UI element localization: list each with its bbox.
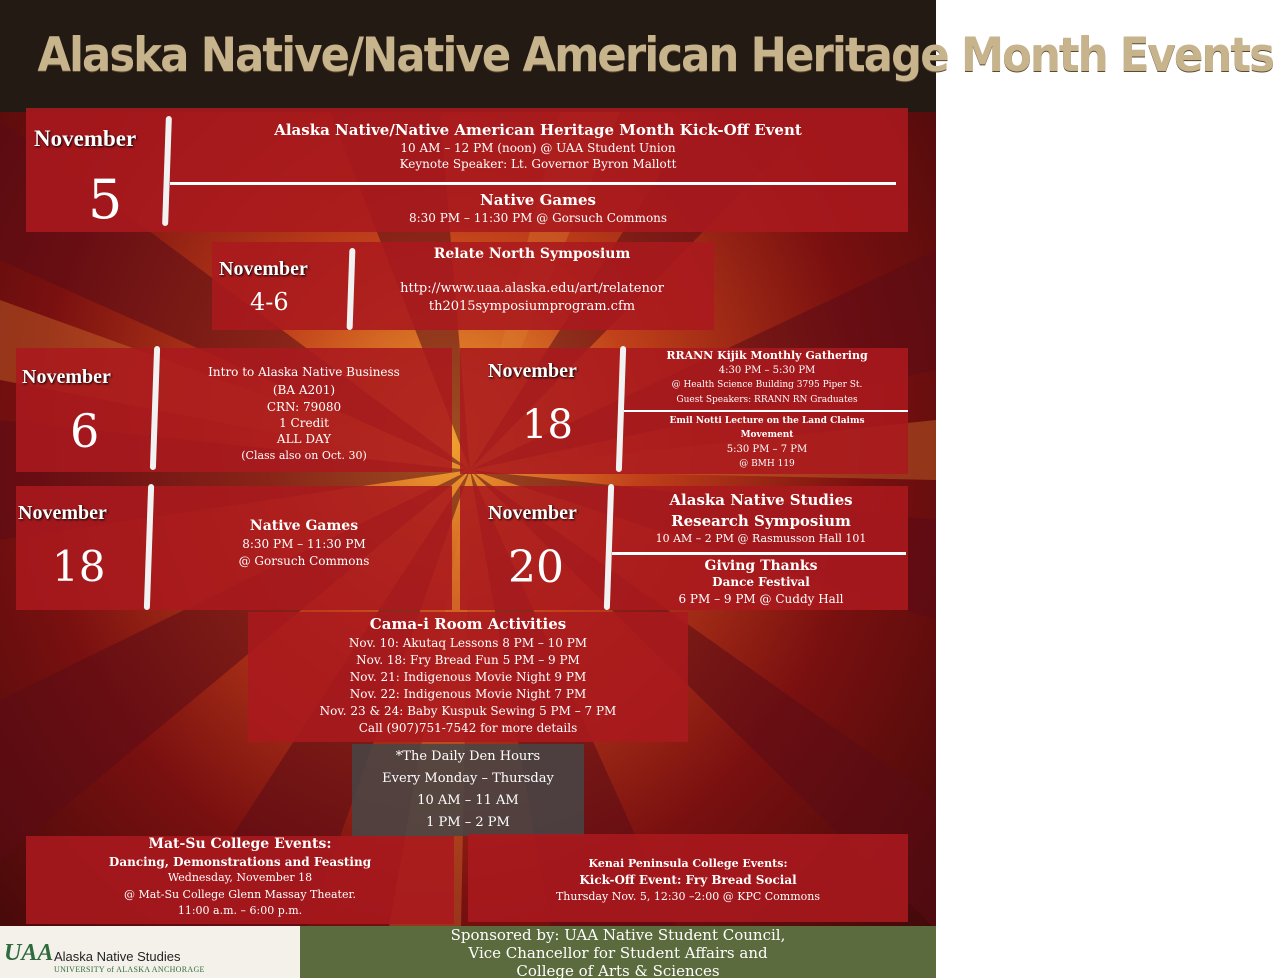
nov20-title1: Alaska Native Studies xyxy=(669,491,853,509)
kenai-line1: Thursday Nov. 5, 12:30 –2:00 @ KPC Commons xyxy=(555,890,821,903)
camai-line5: Nov. 23 & 24: Baby Kuspuk Sewing 5 PM – 7 PM xyxy=(319,704,617,718)
sponsor-line2: Vice Chancellor for Student Affairs and xyxy=(468,944,768,962)
page-title: Alaska Native/Native American Heritage Month Events xyxy=(37,28,1273,83)
nov4-6-url-line2[interactable]: th2015symposiumprogram.cfm xyxy=(428,299,636,314)
nov6-line5: ALL DAY xyxy=(276,432,332,446)
nov18a-day: 18 xyxy=(522,402,573,448)
nov18b-day: 18 xyxy=(52,542,106,591)
nov20-day: 20 xyxy=(508,542,564,593)
nov20-separator xyxy=(612,552,906,555)
department-name: Alaska Native Studies xyxy=(54,949,181,964)
camai-title: Cama-i Room Activities xyxy=(369,615,567,633)
nov18a-month: November xyxy=(488,360,577,382)
nov18b-title: Native Games xyxy=(249,518,359,534)
nov4-6-url-line1[interactable]: http://www.uaa.alaska.edu/art/relatenor xyxy=(400,281,664,296)
nov6-line1: Intro to Alaska Native Business xyxy=(208,365,400,379)
nov6-month: November xyxy=(22,366,111,388)
sponsor-text xyxy=(300,926,936,980)
den-line4: 1 PM – 2 PM xyxy=(426,815,510,830)
nov5-separator xyxy=(170,182,896,185)
nov5-event2-line1: 8:30 PM – 11:30 PM @ Gorsuch Commons xyxy=(408,211,668,225)
nov18a-lecture4: @ BMH 119 xyxy=(739,459,795,469)
nov20-giving1: Giving Thanks xyxy=(704,558,818,574)
camai-line1: Nov. 10: Akutaq Lessons 8 PM – 10 PM xyxy=(348,636,588,650)
nov20-line1: 10 AM – 2 PM @ Rasmusson Hall 101 xyxy=(655,532,867,545)
nov4-6-title: Relate North Symposium xyxy=(433,246,631,262)
nov5-event2-title: Native Games xyxy=(480,191,596,209)
nov18a-lecture2: Movement xyxy=(740,430,794,440)
camai-line3: Nov. 21: Indigenous Movie Night 9 PM xyxy=(349,670,587,684)
nov20-giving2: Dance Festival xyxy=(712,575,810,589)
sponsor-line3: College of Arts & Sciences xyxy=(516,962,720,980)
kenai-title: Kenai Peninsula College Events: xyxy=(588,857,788,870)
nov20-month: November xyxy=(488,502,577,524)
nov5-day: 5 xyxy=(88,168,123,231)
nov5-month: November xyxy=(34,126,137,151)
nov6-line4: 1 Credit xyxy=(279,416,329,430)
nov18a-lecture1: Emil Notti Lecture on the Land Claims xyxy=(669,416,865,426)
nov5-event1-title: Alaska Native/Native American Heritage Month Kick-Off Event xyxy=(274,121,802,139)
nov6-line2: (BA A201) xyxy=(272,383,336,397)
den-line2: Every Monday – Thursday xyxy=(382,771,554,786)
nov4-6-day: 4-6 xyxy=(250,288,289,316)
matsu-line1: Wednesday, November 18 xyxy=(167,871,313,884)
nov18a-lecture3: 5:30 PM – 7 PM xyxy=(726,444,808,455)
nov18b-line2: @ Gorsuch Commons xyxy=(238,554,370,568)
nov20-giving3: 6 PM – 9 PM @ Cuddy Hall xyxy=(678,592,844,606)
nov6-day: 6 xyxy=(70,404,100,458)
nov6-line6: (Class also on Oct. 30) xyxy=(241,449,367,462)
nov18a-line1: 4:30 PM – 5:30 PM xyxy=(718,365,816,376)
matsu-title: Mat-Su College Events: xyxy=(148,836,332,852)
nov18a-line3: Guest Speakers: RRANN RN Graduates xyxy=(676,395,858,405)
university-name: UNIVERSITY of ALASKA ANCHORAGE xyxy=(54,965,205,974)
camai-line6: Call (907)751-7542 for more details xyxy=(358,721,578,735)
nov5-event1-line2: Keynote Speaker: Lt. Governor Byron Mallott xyxy=(399,157,677,171)
uaa-logo: UAA xyxy=(4,940,54,966)
nov18a-separator xyxy=(624,410,908,412)
nov18b-line1: 8:30 PM – 11:30 PM xyxy=(242,537,366,551)
nov18a-line2: @ Health Science Building 3795 Piper St. xyxy=(671,380,863,390)
nov18a-title: RRANN Kijik Monthly Gathering xyxy=(666,349,868,362)
kenai-subtitle: Kick-Off Event: Fry Bread Social xyxy=(579,873,797,887)
nov5-event1-line1: 10 AM – 12 PM (noon) @ UAA Student Union xyxy=(400,141,676,155)
den-line1: *The Daily Den Hours xyxy=(395,749,541,764)
nov6-line3: CRN: 79080 xyxy=(266,400,342,414)
camai-line2: Nov. 18: Fry Bread Fun 5 PM – 9 PM xyxy=(356,653,580,667)
camai-line4: Nov. 22: Indigenous Movie Night 7 PM xyxy=(349,687,587,701)
nov4-6-month: November xyxy=(219,258,308,280)
nov18b-month: November xyxy=(18,502,107,524)
matsu-line2: @ Mat-Su College Glenn Massay Theater. xyxy=(123,888,357,901)
den-line3: 10 AM – 11 AM xyxy=(417,793,519,808)
matsu-line3: 11:00 a.m. – 6:00 p.m. xyxy=(177,904,303,917)
matsu-subtitle: Dancing, Demonstrations and Feasting xyxy=(108,855,372,869)
nov20-title2: Research Symposium xyxy=(671,512,851,530)
sponsor-line1: Sponsored by: UAA Native Student Council, xyxy=(450,926,786,944)
